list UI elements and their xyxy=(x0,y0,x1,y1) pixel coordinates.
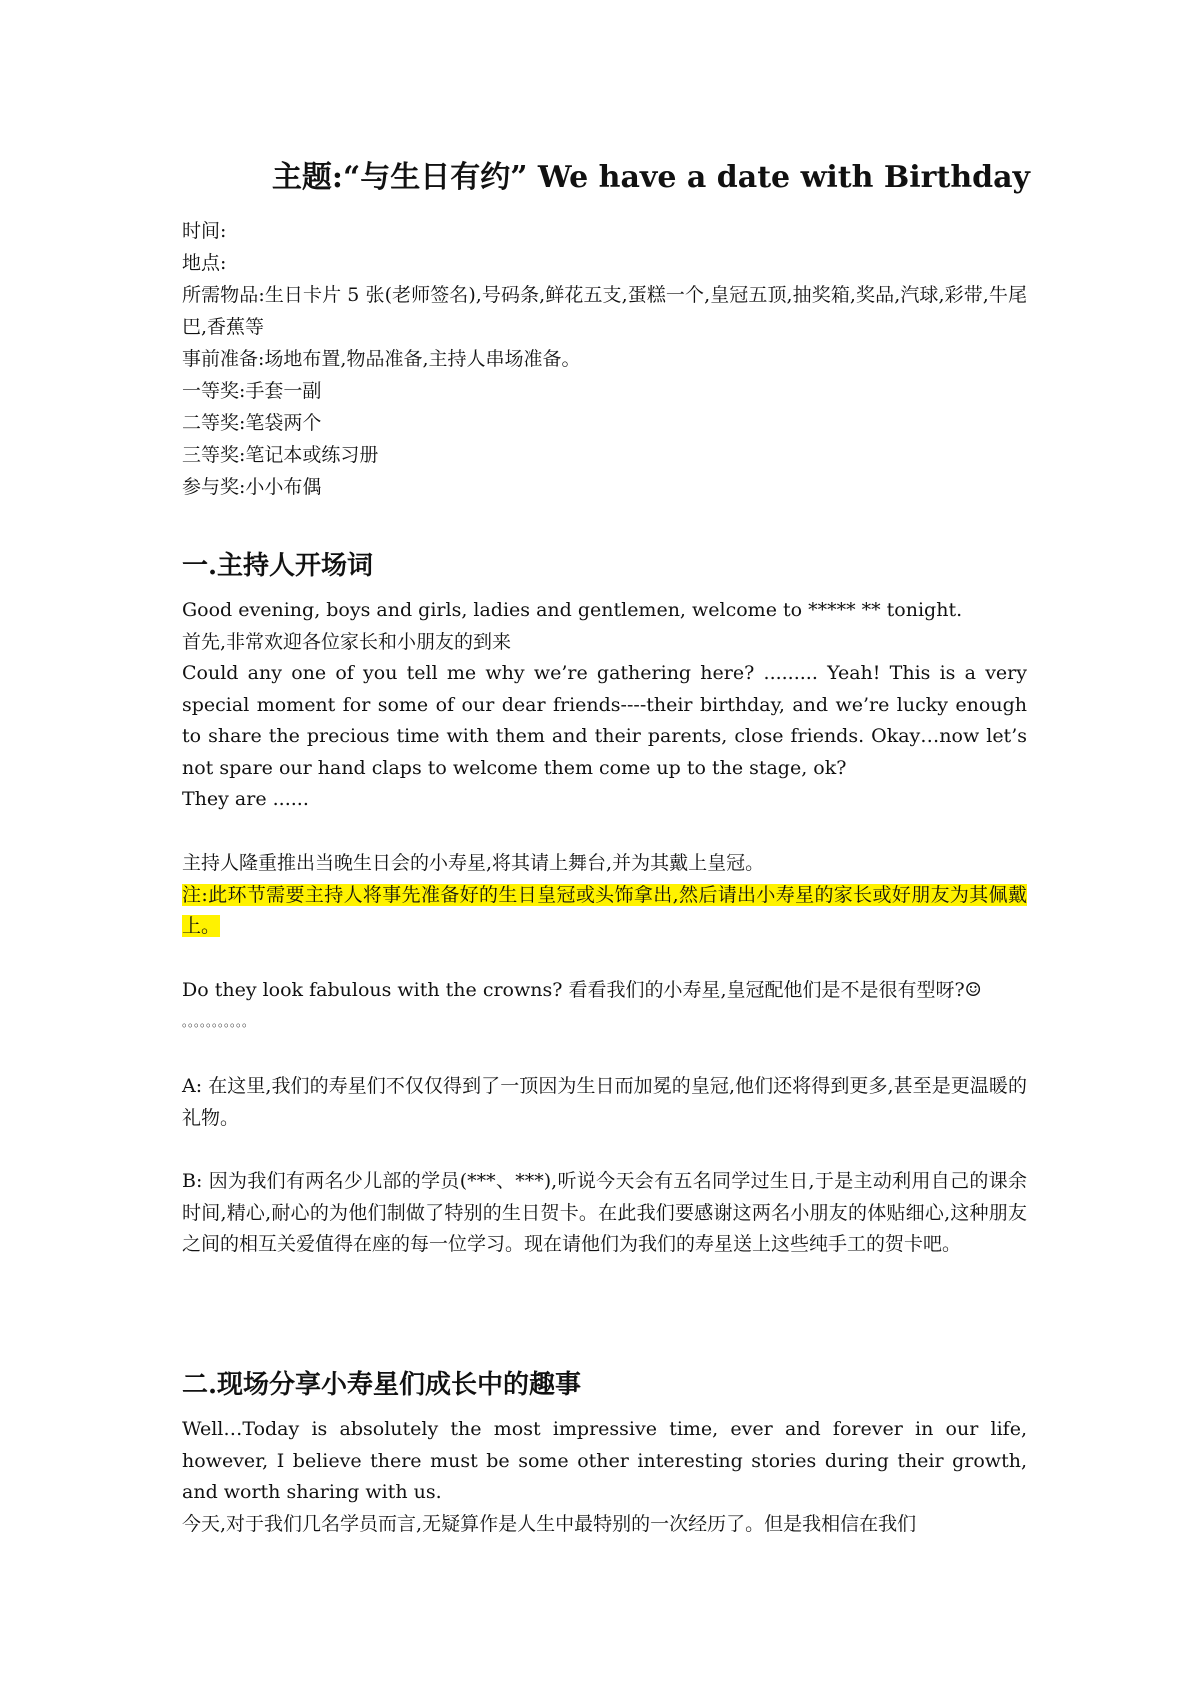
info-prize-3: 三等奖:笔记本或练习册 xyxy=(182,444,379,466)
info-place: 地点: xyxy=(182,252,227,274)
info-prep: 事前准备:场地布置,物品准备,主持人串场准备。 xyxy=(182,348,581,370)
info-time: 时间: xyxy=(182,220,227,242)
section-1-dots: 。。。。。。。。。。。 xyxy=(182,1014,255,1029)
section-1-body-d xyxy=(182,1071,1027,1134)
event-info xyxy=(182,215,1027,503)
page-title: 主题:“与生日有约” We have a date with Birthday xyxy=(271,160,1030,195)
section-2-heading: 二.现场分享小寿星们成长中的趣事 xyxy=(182,1370,582,1400)
section-2-body xyxy=(182,1414,1027,1540)
section-1-body-e xyxy=(182,1166,1027,1261)
section-1-pA: A: 在这里,我们的寿星们不仅仅得到了一顶因为生日而加冕的皇冠,他们还将得到更多,甚至是更温暖的礼物。 xyxy=(182,1075,1027,1129)
info-prize-participation: 参与奖:小小布偶 xyxy=(182,476,322,498)
section-1-body-b xyxy=(182,848,1027,943)
section-1-p1: Good evening, boys and girls, ladies and gentlemen, welcome to ***** ** tonight. xyxy=(182,599,963,621)
section-1-note xyxy=(182,880,1027,943)
section-1-body-a xyxy=(182,595,1027,816)
info-prize-1: 一等奖:手套一副 xyxy=(182,380,322,402)
info-items: 所需物品:生日卡片 5 张(老师签名),号码条,鲜花五支,蛋糕一个,皇冠五顶,抽奖箱,奖品,汽球,彩带,牛尾巴,香蕉等 xyxy=(182,284,1027,338)
section-1-p6: Do they look fabulous with the crowns? 看看我们的小寿星,皇冠配他们是不是很有型呀?☺ xyxy=(182,979,982,1001)
section-1-p2: 首先,非常欢迎各位家长和小朋友的到来 xyxy=(182,630,512,653)
section-1-pB: B: 因为我们有两名少儿部的学员(***、***),听说今天会有五名同学过生日,于是主动利用自己的课余时间,精心,耐心的为他们制做了特别的生日贺卡。在此我们要感谢这两名小朋友的体贴细心,这种朋友之间的相互关爱值得在座的每一位学习。现在请他们为我们的寿星送上这些纯手工的贺卡吧。 xyxy=(182,1170,1027,1255)
section-2-p1: Well…Today is absolutely the most impressive time, ever and forever in our life, however, I believe there must be some other interesting stories during their growth, and worth sharing with us. xyxy=(182,1418,1027,1503)
info-prize-2: 二等奖:笔袋两个 xyxy=(182,412,322,434)
section-1-p4: They are ...... xyxy=(182,788,309,810)
section-1-p3: Could any one of you tell me why we’re gathering here? ......... Yeah! This is a very special moment for some of our dear friends----their birthday, and we’re lucky enough to share the precious time with them and their parents, close friends. Okay…now let’s not spare our hand claps to welcome them come up to the stage, ok? xyxy=(182,662,1027,779)
section-1-p5: 主持人隆重推出当晚生日会的小寿星,将其请上舞台,并为其戴上皇冠。 xyxy=(182,852,765,874)
section-2-p2: 今天,对于我们几名学员而言,无疑算作是人生中最特别的一次经历了。但是我相信在我们 xyxy=(182,1512,917,1535)
section-1-heading: 一.主持人开场词 xyxy=(182,551,374,581)
highlighted-note: 注:此环节需要主持人将事先准备好的生日皇冠或头饰拿出,然后请出小寿星的家长或好朋友为其佩戴上。 xyxy=(182,883,1027,937)
section-1-body-c xyxy=(182,975,1027,1038)
